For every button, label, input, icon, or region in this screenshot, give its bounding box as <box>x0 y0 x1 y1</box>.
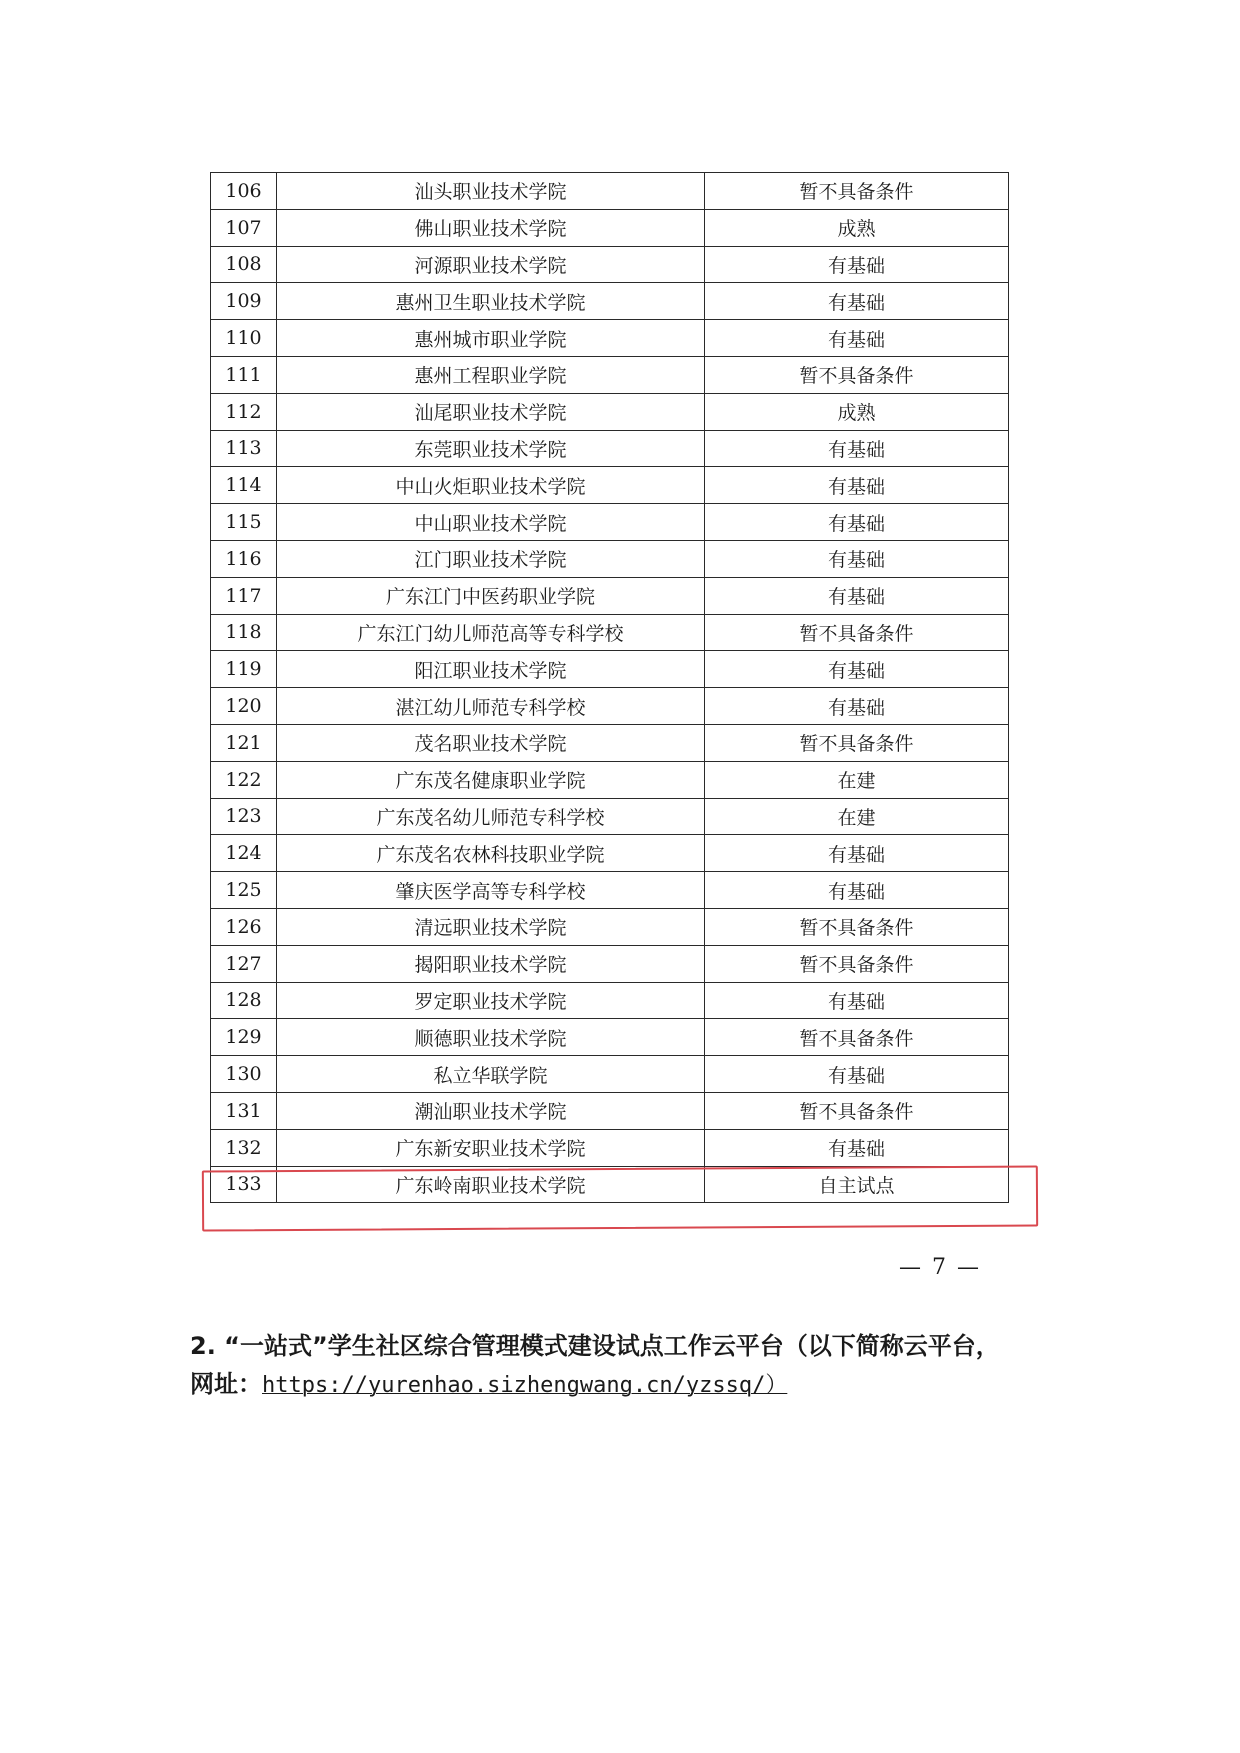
table-body <box>211 173 1009 1203</box>
status-cell: 暂不具备条件 <box>705 1019 1009 1056</box>
table-row <box>211 504 1009 541</box>
institution-name-cell: 私立华联学院 <box>277 1056 705 1093</box>
institution-name-cell: 阳江职业技术学院 <box>277 651 705 688</box>
row-number-cell: 125 <box>211 872 277 909</box>
status-cell: 在建 <box>705 761 1009 798</box>
institution-name-cell: 广东茂名农林科技职业学院 <box>277 835 705 872</box>
institution-name-cell: 汕尾职业技术学院 <box>277 393 705 430</box>
page-number: — 7 — <box>899 1255 981 1280</box>
table-row <box>211 209 1009 246</box>
row-number-cell: 110 <box>211 320 277 357</box>
table-row <box>211 724 1009 761</box>
status-cell: 有基础 <box>705 577 1009 614</box>
table-row <box>211 651 1009 688</box>
status-cell: 暂不具备条件 <box>705 724 1009 761</box>
table-row <box>211 1129 1009 1166</box>
status-cell: 有基础 <box>705 651 1009 688</box>
institution-name-cell: 广东江门中医药职业学院 <box>277 577 705 614</box>
institution-name-cell: 顺德职业技术学院 <box>277 1019 705 1056</box>
institution-name-cell: 中山火炬职业技术学院 <box>277 467 705 504</box>
row-number-cell: 114 <box>211 467 277 504</box>
status-cell: 在建 <box>705 798 1009 835</box>
institution-name-cell: 罗定职业技术学院 <box>277 982 705 1019</box>
row-number-cell: 132 <box>211 1129 277 1166</box>
institution-name-cell: 汕头职业技术学院 <box>277 173 705 210</box>
section-paragraph <box>190 1327 1070 1405</box>
status-cell: 有基础 <box>705 283 1009 320</box>
status-cell: 暂不具备条件 <box>705 356 1009 393</box>
institution-name-cell: 茂名职业技术学院 <box>277 724 705 761</box>
row-number-cell: 113 <box>211 430 277 467</box>
row-number-cell: 106 <box>211 173 277 210</box>
platform-url-link[interactable]: https://yurenhao.sizhengwang.cn/yzssq/） <box>262 1373 788 1398</box>
institution-name-cell: 佛山职业技术学院 <box>277 209 705 246</box>
status-cell: 有基础 <box>705 835 1009 872</box>
status-cell: 暂不具备条件 <box>705 908 1009 945</box>
row-number-cell: 124 <box>211 835 277 872</box>
institution-name-cell: 东莞职业技术学院 <box>277 430 705 467</box>
row-number-cell: 115 <box>211 504 277 541</box>
status-cell: 有基础 <box>705 246 1009 283</box>
table-row <box>211 173 1009 210</box>
institution-name-cell: 广东新安职业技术学院 <box>277 1129 705 1166</box>
status-cell: 有基础 <box>705 467 1009 504</box>
status-cell: 暂不具备条件 <box>705 945 1009 982</box>
table-row <box>211 1092 1009 1129</box>
status-cell: 有基础 <box>705 982 1009 1019</box>
table-row <box>211 393 1009 430</box>
status-cell: 成熟 <box>705 209 1009 246</box>
institution-name-cell: 中山职业技术学院 <box>277 504 705 541</box>
row-number-cell: 126 <box>211 908 277 945</box>
institution-name-cell: 广东江门幼儿师范高等专科学校 <box>277 614 705 651</box>
table-row <box>211 614 1009 651</box>
row-number-cell: 118 <box>211 614 277 651</box>
row-number-cell: 116 <box>211 540 277 577</box>
status-cell: 暂不具备条件 <box>705 173 1009 210</box>
institution-name-cell: 广东岭南职业技术学院 <box>277 1166 705 1203</box>
row-number-cell: 128 <box>211 982 277 1019</box>
status-cell: 有基础 <box>705 1129 1009 1166</box>
row-number-cell: 123 <box>211 798 277 835</box>
table-row <box>211 320 1009 357</box>
institution-name-cell: 揭阳职业技术学院 <box>277 945 705 982</box>
status-cell: 有基础 <box>705 430 1009 467</box>
status-cell: 有基础 <box>705 504 1009 541</box>
table-row <box>211 872 1009 909</box>
status-cell: 暂不具备条件 <box>705 614 1009 651</box>
row-number-cell: 130 <box>211 1056 277 1093</box>
row-number-cell: 111 <box>211 356 277 393</box>
table-row <box>211 540 1009 577</box>
status-cell: 有基础 <box>705 540 1009 577</box>
table-row <box>211 1166 1009 1203</box>
status-cell: 暂不具备条件 <box>705 1092 1009 1129</box>
table-row <box>211 1056 1009 1093</box>
row-number-cell: 120 <box>211 688 277 725</box>
url-prefix: 网址： <box>190 1370 262 1398</box>
table-row <box>211 945 1009 982</box>
row-number-cell: 112 <box>211 393 277 430</box>
table-row <box>211 283 1009 320</box>
status-cell: 有基础 <box>705 688 1009 725</box>
row-number-cell: 133 <box>211 1166 277 1203</box>
table-row <box>211 908 1009 945</box>
institution-name-cell: 潮汕职业技术学院 <box>277 1092 705 1129</box>
institution-name-cell: 肇庆医学高等专科学校 <box>277 872 705 909</box>
institution-name-cell: 惠州卫生职业技术学院 <box>277 283 705 320</box>
status-cell: 有基础 <box>705 872 1009 909</box>
institution-name-cell: 惠州工程职业学院 <box>277 356 705 393</box>
institution-name-cell: 广东茂名幼儿师范专科学校 <box>277 798 705 835</box>
table-row <box>211 356 1009 393</box>
institution-name-cell: 惠州城市职业学院 <box>277 320 705 357</box>
row-number-cell: 119 <box>211 651 277 688</box>
table-row <box>211 761 1009 798</box>
paragraph-line-1: 2. “一站式”学生社区综合管理模式建设试点工作云平台（以下简称云平台， <box>190 1332 1000 1360</box>
table-row <box>211 1019 1009 1056</box>
institution-name-cell: 江门职业技术学院 <box>277 540 705 577</box>
table-row <box>211 798 1009 835</box>
institution-name-cell: 广东茂名健康职业学院 <box>277 761 705 798</box>
row-number-cell: 122 <box>211 761 277 798</box>
status-cell: 成熟 <box>705 393 1009 430</box>
row-number-cell: 108 <box>211 246 277 283</box>
table-row <box>211 246 1009 283</box>
row-number-cell: 131 <box>211 1092 277 1129</box>
row-number-cell: 129 <box>211 1019 277 1056</box>
status-cell: 有基础 <box>705 320 1009 357</box>
table-row <box>211 688 1009 725</box>
table-row <box>211 467 1009 504</box>
status-cell: 自主试点 <box>705 1166 1009 1203</box>
status-cell: 有基础 <box>705 1056 1009 1093</box>
row-number-cell: 109 <box>211 283 277 320</box>
table-row <box>211 835 1009 872</box>
table-row <box>211 982 1009 1019</box>
row-number-cell: 127 <box>211 945 277 982</box>
institution-name-cell: 湛江幼儿师范专科学校 <box>277 688 705 725</box>
row-number-cell: 121 <box>211 724 277 761</box>
institution-table <box>210 172 1009 1203</box>
institution-name-cell: 河源职业技术学院 <box>277 246 705 283</box>
paragraph-line-2 <box>190 1365 1070 1405</box>
row-number-cell: 107 <box>211 209 277 246</box>
table-row <box>211 430 1009 467</box>
row-number-cell: 117 <box>211 577 277 614</box>
institution-name-cell: 清远职业技术学院 <box>277 908 705 945</box>
table-row <box>211 577 1009 614</box>
